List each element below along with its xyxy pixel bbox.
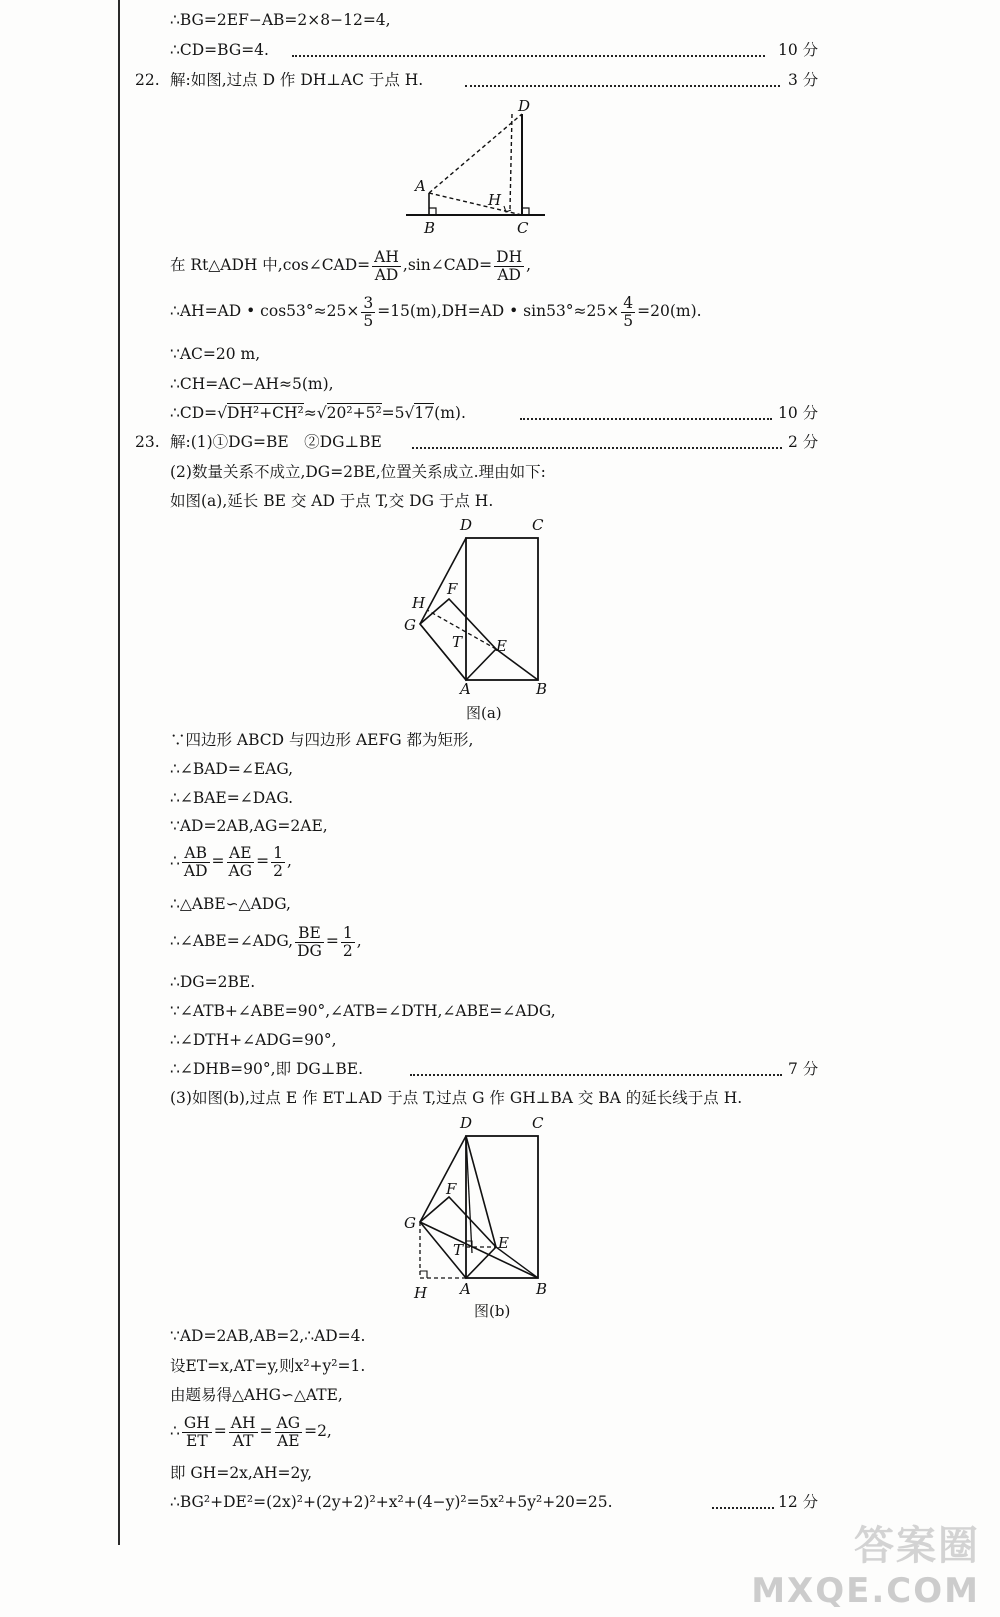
p23-line-7: ∵AD=2AB,AG=2AE, [170,817,328,835]
p23-line-3: 如图(a),延长 BE 交 AD 于点 T,交 DG 于点 H. [170,492,494,510]
fig-b-label-h: H [414,1284,428,1302]
leader-dots [465,85,780,87]
fraction: $\frac{3}{5}$ [363,293,374,330]
p23-line-21: ∴BG²+DE²=(2x)²+(2y+2)²+x²+(4−y)²=5x²+5y²+20=25. [170,1493,613,1511]
p21-line-2: ∴CD=BG=4. [170,41,269,59]
p23-score-2: 7 分 [788,1060,819,1078]
fig-a-label-c: C [532,516,544,534]
leader-dots [292,55,765,57]
fraction: $\frac{AH}{AT}$ [230,1413,256,1450]
radicand: DH²+CH² [227,404,304,422]
site-watermark [751,1514,980,1611]
fig-a-label-b: B [536,680,548,697]
fig-b-label-e: E [498,1234,509,1252]
p22-line-2: 在 Rt△ADH 中,cos∠CAD= $\frac{AH}{AD}$ ,sin∠CAD= $\frac{DH}{AD}$ , [170,247,532,284]
fraction: $\frac{AB}{AD}$ [183,843,208,880]
leader-dots [520,418,772,420]
fig-label-a: A [415,177,426,195]
fig-b-label-t: T [453,1241,464,1259]
p23-line-14: ∴∠DHB=90°,即 DG⊥BE. [170,1060,364,1078]
watermark-url: MXQE.COM [751,1571,980,1611]
fraction: $\frac{AG}{AE}$ [276,1413,301,1450]
p23-line-19: ∴ $\frac{GH}{ET}$ = $\frac{AH}{AT}$ = $\frac{AG}{AE}$ =2, [170,1413,332,1450]
p23-line-8: ∴ $\frac{AB}{AD}$ = $\frac{AE}{AG}$ = $\frac{1}{2}$ , [170,843,292,880]
fig-a-label-t: T [452,633,463,651]
fig-label-d: D [518,97,531,115]
fraction: $\frac{AH}{AD}$ [374,247,399,284]
figure-b-caption: 图(b) [474,1302,511,1320]
p23-line-17: 设ET=x,AT=y,则x²+y²=1. [170,1357,366,1375]
p22-line-5: ∴CH=AC−AH≈5(m), [170,375,334,393]
p23-figure-b [400,1110,570,1305]
p23-line-2: (2)数量关系不成立,DG=2BE,位置关系成立.理由如下: [170,463,546,481]
fig-b-label-c: C [532,1114,544,1132]
fig-label-c: C [517,219,529,237]
p23-line-16: ∵AD=2AB,AB=2,∴AD=4. [170,1327,366,1345]
p23-line-6: ∴∠BAE=∠DAG. [170,789,294,807]
p22-score-1: 3 分 [788,71,819,89]
p22-figure [400,92,560,242]
p22-line-6: ∴CD=√DH²+CH²≈√20²+5²=5√17(m). [170,404,466,422]
radicand: 20²+5² [326,404,382,422]
p22-line-1: 解:如图,过点 D 作 DH⊥AC 于点 H. [170,71,424,89]
fig-a-label-g: G [404,616,416,634]
p23-line-13: ∴∠DTH+∠ADG=90°, [170,1031,337,1049]
leader-dots [410,1074,782,1076]
p23-score-3: 12 分 [778,1493,819,1511]
p23-line-11: ∴DG=2BE. [170,973,256,991]
p23-line-4: ∵四边形 ABCD 与四边形 AEFG 都为矩形, [170,731,474,749]
fig-a-label-e: E [496,637,507,655]
fig-a-label-h: H [412,594,426,612]
figure-a-caption: 图(a) [466,704,502,722]
fraction: $\frac{DH}{AD}$ [496,247,523,284]
p22-score-2: 10 分 [778,404,819,422]
p23-line-5: ∴∠BAD=∠EAG, [170,760,294,778]
p23-score-1: 2 分 [788,433,819,451]
leader-dots [712,1507,774,1509]
fig-b-label-g: G [404,1214,416,1232]
leader-dots [412,447,782,449]
fig-b-label-d: D [460,1114,473,1132]
fig-label-b: B [424,219,436,237]
fig-b-label-a: A [460,1280,471,1298]
p23-line-20: 即 GH=2x,AH=2y, [170,1464,313,1482]
p22-line-4: ∵AC=20 m, [170,345,261,363]
fig-a-label-f: F [447,580,458,598]
p21-score: 10 分 [778,41,819,59]
fig-b-label-f: F [446,1180,457,1198]
fraction: $\frac{BE}{DG}$ [297,923,322,960]
page-margin-rule [118,0,120,1545]
p23-line-9: ∴△ABE∽△ADG, [170,895,291,913]
p23-figure-a [400,512,570,697]
fraction: $\frac{AE}{AG}$ [228,843,253,880]
fig-a-label-d: D [460,516,473,534]
p22-number: 22. [135,71,160,89]
p23-line-1: 解:(1)①DG=BE ②DG⊥BE [170,433,382,451]
fig-a-label-a: A [460,680,471,697]
p22-line-3: ∴AH=AD • cos53°≈25× $\frac{3}{5}$ =15(m),DH=AD • sin53°≈25× $\frac{4}{5}$ =20(m). [170,293,702,330]
fraction: $\frac{1}{2}$ [273,843,283,880]
p23-line-18: 由题易得△AHG∽△ATE, [170,1386,343,1404]
p23-line-12: ∵∠ATB+∠ABE=90°,∠ATB=∠DTH,∠ABE=∠ADG, [170,1002,556,1020]
fraction: $\frac{4}{5}$ [623,293,634,330]
fig-label-h: H [488,191,502,209]
fig-b-label-b: B [536,1280,548,1298]
p21-line-1: ∴BG=2EF−AB=2×8−12=4, [170,11,391,29]
watermark-text: 答案圈 [854,1523,980,1569]
p23-number: 23. [135,433,160,451]
p23-line-15: (3)如图(b),过点 E 作 ET⊥AD 于点 T,过点 G 作 GH⊥BA 交 BA 的延长线于点 H. [170,1089,743,1107]
p23-line-10: ∴∠ABE=∠ADG, $\frac{BE}{DG}$ = $\frac{1}{2}$ , [170,923,362,960]
fraction: $\frac{GH}{ET}$ [183,1413,210,1450]
fraction: $\frac{1}{2}$ [342,923,353,960]
radicand: 17 [414,404,435,422]
